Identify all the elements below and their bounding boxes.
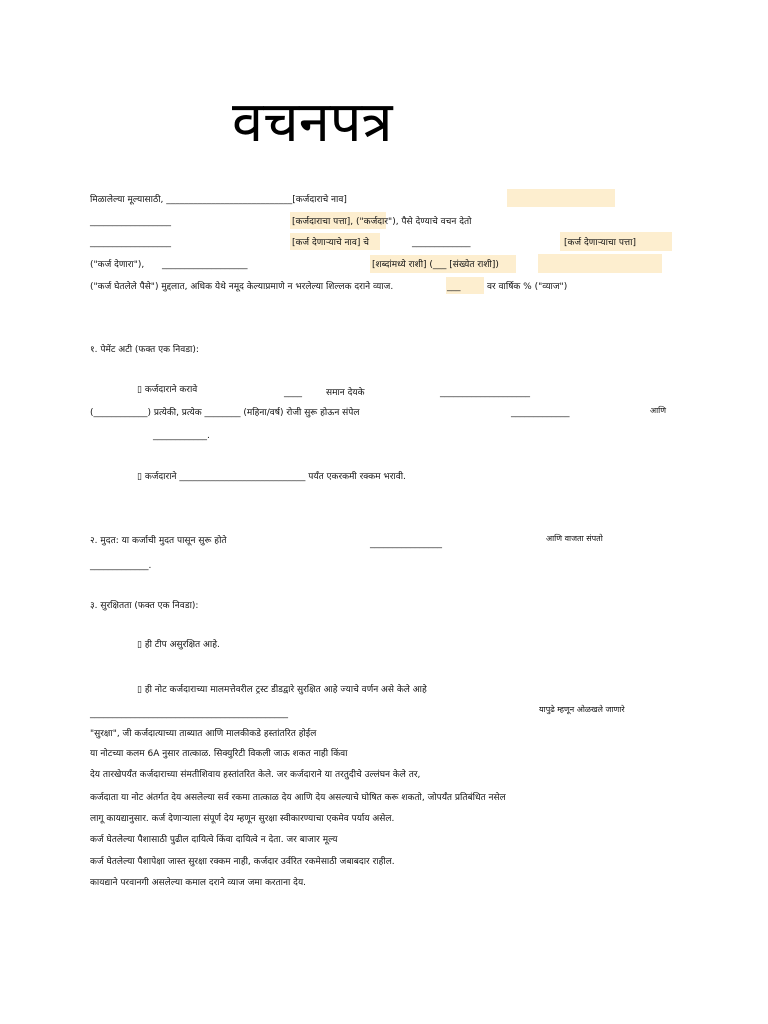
term-end-text: आणि वाजता संपतो: [546, 534, 603, 543]
intro-line-2-blank: __________________: [90, 217, 171, 227]
intro-line-3-lender: [कर्ज देणाऱ्याचे नाव] चे: [292, 238, 369, 248]
highlight-field-borrower-name[interactable]: [507, 189, 615, 207]
payment-option-1-blank-3: _____________: [511, 408, 570, 418]
security-paragraph-line-4: कर्जदाता या नोट अंतर्गत देय असलेल्या सर्व रकमा तात्काळ देय आणि देय असल्याचे घोषित करू शकतो, जोपर्यंत प्रतिबंधित नसेल: [90, 793, 506, 803]
payment-option-1-blank-2: ____________________: [440, 388, 530, 398]
security-paragraph-line-1: "सुरक्षा", जी कर्जदात्याच्या ताब्यात आणि मालकीकडे हस्तांतरित होईल: [90, 729, 317, 739]
security-paragraph-line-6: कर्ज घेतलेल्या पैशासाठी पुढील दायित्वे किंवा दायित्वे न देता. जर बाजार मूल्य: [90, 835, 338, 845]
security-description-blank: ____________________________________________: [90, 709, 288, 719]
intro-line-4-amount: [शब्दांमध्ये राशी] (___ [संख्येत राशी]): [372, 260, 499, 270]
intro-line-5-interest: वर वार्षिक % ("व्याज"): [487, 282, 568, 292]
payment-option-1-count-blank: ____: [284, 388, 302, 398]
security-paragraph-line-5: लागू कायद्यानुसार. कर्ज देणाऱ्याला संपूर्ण देय म्हणून सुरक्षा स्वीकारण्याचा एकमेव पर्याय असेल.: [90, 814, 395, 824]
intro-line-5-principal: ("कर्ज घेतलेले पैसे") मुद्दलात, अधिक येथे नमूद केल्याप्रमाणे न भरलेल्या शिल्लक दराने व्याज.: [90, 282, 394, 292]
security-heading: ३. सुरक्षितता (फक्त एक निवडा):: [90, 601, 199, 611]
term-heading: २. मुदत: या कर्जाची मुदत पासून सुरू होते: [90, 536, 227, 546]
security-paragraph-line-8: कायद्याने परवानगी असलेल्या कमाल दराने व्याज जमा करताना देय.: [90, 878, 307, 888]
payment-option-1-end-blank: ____________.: [153, 431, 210, 441]
intro-line-4-lender-label: ("कर्ज देणारा"),: [90, 260, 145, 270]
intro-line-4-blank: ___________________: [162, 260, 248, 270]
security-paragraph-line-7: कर्ज घेतलेल्या पैशापेक्षा जास्त सुरक्षा रक्कम नाही, कर्जदार उर्वरित रकमेसाठी जबाबदार राहील.: [90, 857, 395, 867]
security-paragraph-line-2: या नोटच्या कलम 6A नुसार तात्काळ. सिक्युरिटी विकली जाऊ शकत नाही किंवा: [90, 749, 348, 759]
payment-option-1-and: आणि: [650, 406, 667, 415]
payment-heading: १. पेमेंट अटी (फक्त एक निवडा):: [90, 345, 199, 355]
term-end-blank: _____________.: [90, 561, 152, 571]
intro-line-1: मिळालेल्या मूल्यासाठी, ____________________________[कर्जदाराचे नाव]: [90, 195, 347, 205]
intro-line-3-lender-address: [कर्ज देणाऱ्याचा पत्ता]: [564, 238, 636, 248]
security-aka: यापुढे म्हणून ओळखले जाणारे: [539, 705, 625, 714]
security-option-2-checkbox-label[interactable]: ▯ ही नोट कर्जदाराच्या मालमत्तेवरील ट्रस्ट डीडद्वारे सुरक्षित आहे ज्याचे वर्णन असे केले आहे: [137, 685, 427, 695]
payment-option-1-checkbox-label[interactable]: ▯ कर्जदाराने करावे: [137, 385, 198, 395]
payment-option-2-checkbox-label[interactable]: ▯ कर्जदाराने ____________________________ पर्यंत एकरकमी रक्कम भरावी.: [137, 472, 406, 482]
term-start-blank: ________________: [370, 539, 442, 549]
highlight-field-amount-extra[interactable]: [538, 254, 662, 273]
intro-line-2-text: [कर्जदाराचा पत्ता], ("कर्जदार"), पैसे देण्याचे वचन देतो: [292, 217, 472, 227]
intro-line-3-blank-2: _____________: [412, 238, 471, 248]
security-paragraph-line-3: देय तारखेपर्यंत कर्जदाराच्या संमतीशिवाय हस्तांतरित केले. जर कर्जदाराने या तरतुदीचे उल्लंघन केले तर,: [90, 770, 421, 780]
intro-line-3-blank: __________________: [90, 238, 171, 248]
security-option-1-checkbox-label[interactable]: ▯ ही टीप असुरक्षित आहे.: [137, 640, 220, 650]
document-title: वचनपत्र: [232, 90, 393, 155]
payment-option-1-each: (____________) प्रत्येकी, प्रत्येक ________ (महिना/वर्ष) रोजी सुरू होऊन संपेल: [90, 408, 360, 418]
payment-option-1-equal: समान देयके: [326, 388, 365, 398]
intro-line-5-blank: ___: [447, 282, 461, 292]
